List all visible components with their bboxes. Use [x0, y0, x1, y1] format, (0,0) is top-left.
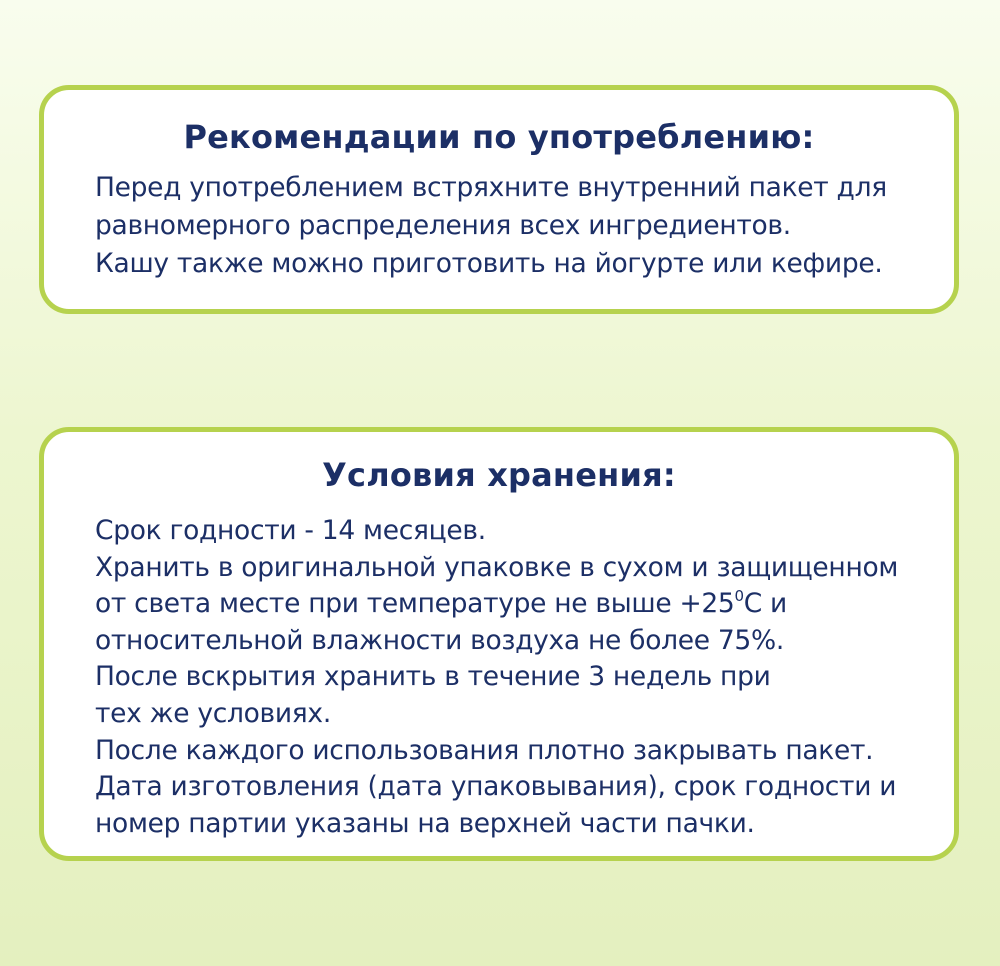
storage-line: Дата изготовления (дата упаковывания), срок годности и	[95, 771, 897, 803]
storage-line: После вскрытия хранить в течение 3 недель при	[95, 661, 771, 693]
usage-line: Перед употреблением встряхните внутренний пакет для	[95, 172, 887, 203]
storage-conditions-text	[44, 513, 954, 842]
storage-line: номер партии указаны на верхней части пачки.	[95, 807, 755, 839]
usage-line: Кашу также можно приготовить на йогурте или кефире.	[95, 248, 883, 279]
storage-conditions-title: Условия хранения:	[322, 456, 676, 494]
usage-line: равномерного распределения всех ингредиентов.	[95, 210, 791, 241]
storage-line-temperature-text: от света месте при температуре не выше +25	[95, 588, 735, 620]
storage-conditions-card	[39, 427, 959, 861]
storage-line: Хранить в оригинальной упаковке в сухом и защищенном	[95, 551, 899, 583]
storage-line: тех же условиях.	[95, 697, 331, 729]
usage-recommendations-card	[39, 85, 959, 314]
usage-recommendations-title: Рекомендации по употреблению:	[183, 118, 815, 156]
storage-line-temperature	[95, 586, 954, 623]
storage-line-shelf-life: Срок годности - 14 месяцев.	[95, 515, 486, 546]
storage-line-temperature-unit: С и	[743, 588, 787, 620]
usage-recommendations-text	[44, 169, 954, 283]
storage-line-humidity: относительной влажности воздуха не более 75%.	[95, 624, 784, 656]
degree-superscript: 0	[734, 587, 744, 606]
storage-line: После каждого использования плотно закрывать пакет.	[95, 734, 874, 766]
